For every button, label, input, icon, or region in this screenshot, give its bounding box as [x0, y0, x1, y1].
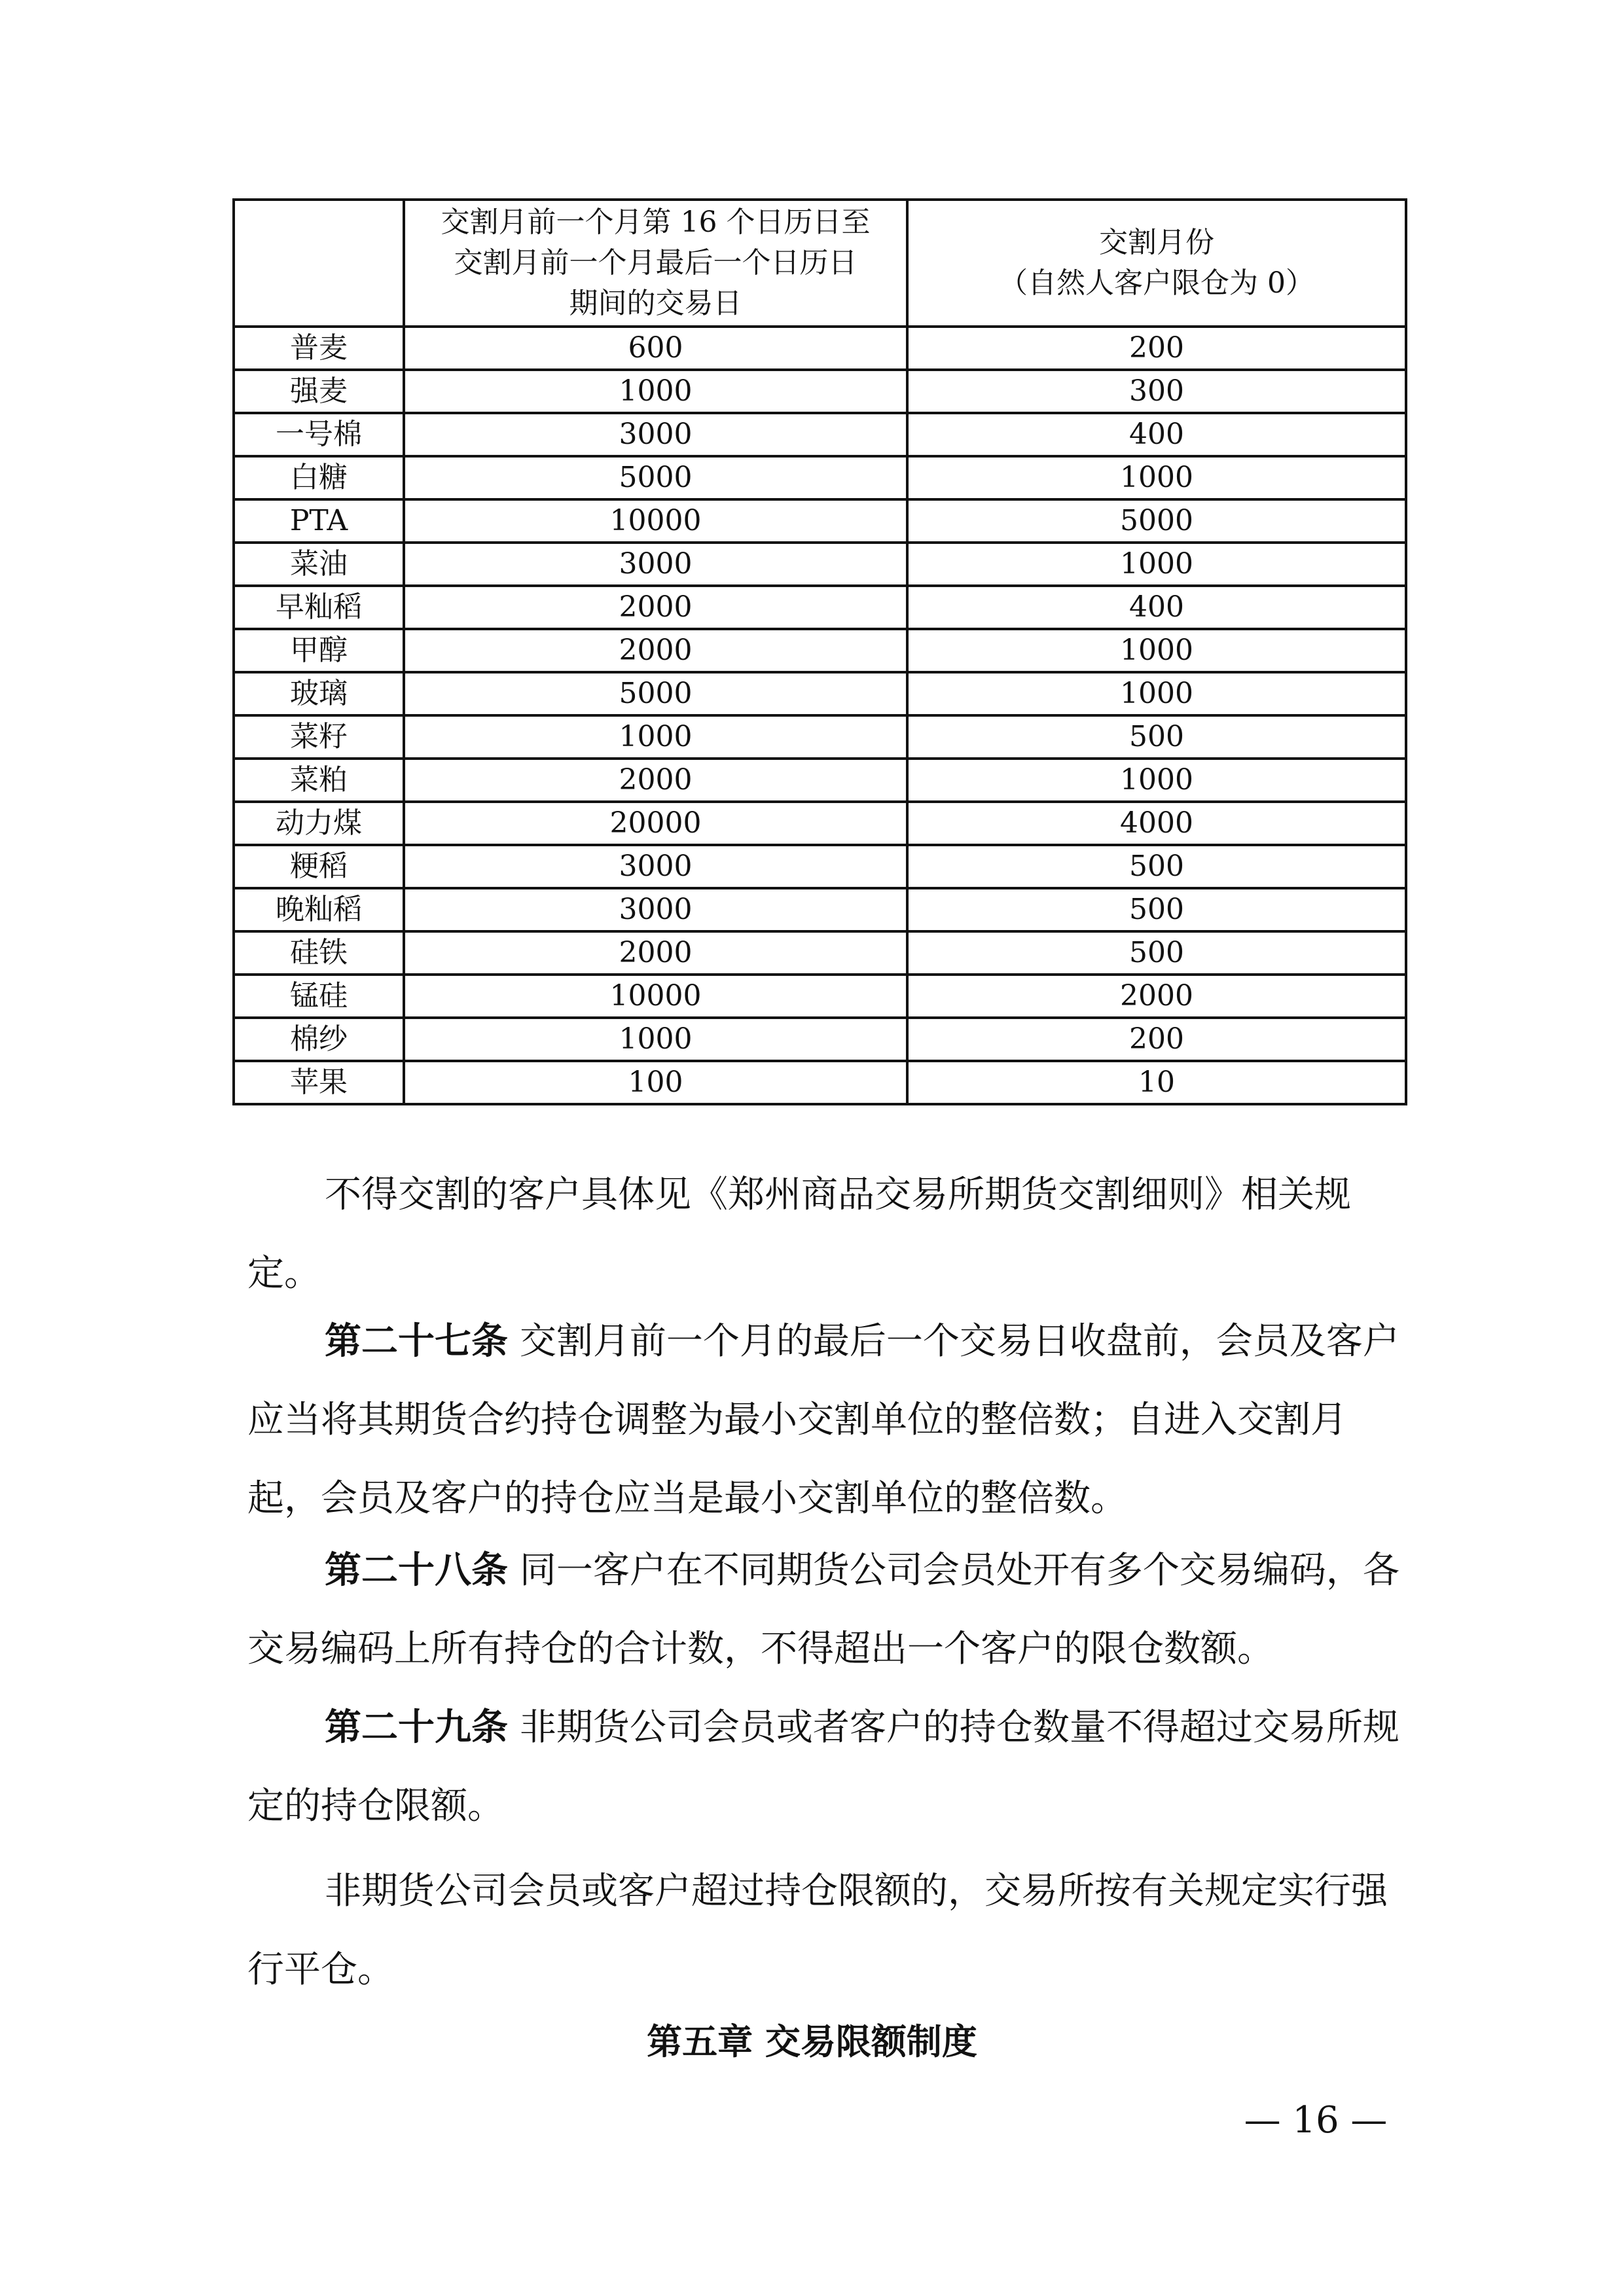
article-number: 第二十八条	[325, 1549, 508, 1592]
paragraph-forced-liquidation	[247, 1852, 1399, 2009]
header-line: 期间的交易日	[569, 287, 742, 320]
cell-pre-delivery-limit: 2000	[404, 629, 907, 672]
cell-delivery-month-limit: 2000	[907, 975, 1406, 1018]
cell-delivery-month-limit: 400	[907, 586, 1406, 629]
cell-pre-delivery-limit: 2000	[404, 759, 907, 802]
cell-pre-delivery-limit: 10000	[404, 975, 907, 1018]
cell-delivery-month-limit: 500	[907, 888, 1406, 931]
header-line: 交割月前一个月最后一个日历日	[454, 246, 857, 279]
table-row	[234, 759, 1406, 802]
paragraph-article-28	[247, 1532, 1399, 1689]
table-body	[234, 327, 1406, 1104]
table-header-row	[234, 200, 1406, 327]
cell-pre-delivery-limit: 10000	[404, 499, 907, 543]
cell-delivery-month-limit: 1000	[907, 672, 1406, 715]
table-row	[234, 1061, 1406, 1104]
cell-delivery-month-limit: 1000	[907, 456, 1406, 499]
cell-product: 菜籽	[234, 715, 404, 759]
table-row	[234, 456, 1406, 499]
position-limit-table	[232, 198, 1407, 1105]
cell-pre-delivery-limit: 100	[404, 1061, 907, 1104]
paragraph-text: 同一客户在不同期货公司会员处开有多个交易编码，各交易编码上所有持仓的合计数，不得超出一个客户的限仓数额。	[247, 1549, 1399, 1670]
header-line: （自然人客户限仓为 0）	[999, 266, 1314, 300]
cell-pre-delivery-limit: 5000	[404, 672, 907, 715]
table-row	[234, 975, 1406, 1018]
cell-delivery-month-limit: 200	[907, 327, 1406, 370]
table-row	[234, 672, 1406, 715]
header-product	[234, 200, 404, 327]
cell-product: 甲醇	[234, 629, 404, 672]
table-row	[234, 543, 1406, 586]
table-row	[234, 931, 1406, 975]
cell-product: 一号棉	[234, 413, 404, 456]
cell-product: 动力煤	[234, 802, 404, 845]
table-row	[234, 413, 1406, 456]
cell-pre-delivery-limit: 20000	[404, 802, 907, 845]
table-row	[234, 499, 1406, 543]
cell-product: 棉纱	[234, 1018, 404, 1061]
cell-product: 晚籼稻	[234, 888, 404, 931]
table-row	[234, 888, 1406, 931]
table-row	[234, 845, 1406, 888]
cell-delivery-month-limit: 200	[907, 1018, 1406, 1061]
cell-pre-delivery-limit: 5000	[404, 456, 907, 499]
header-line: 交割月前一个月第 16 个日历日至	[441, 206, 871, 239]
table-row	[234, 327, 1406, 370]
cell-pre-delivery-limit: 1000	[404, 370, 907, 413]
cell-pre-delivery-limit: 2000	[404, 931, 907, 975]
cell-delivery-month-limit: 1000	[907, 759, 1406, 802]
cell-product: 菜粕	[234, 759, 404, 802]
header-pre-delivery-period	[404, 200, 907, 327]
cell-pre-delivery-limit: 3000	[404, 543, 907, 586]
cell-delivery-month-limit: 400	[907, 413, 1406, 456]
cell-pre-delivery-limit: 600	[404, 327, 907, 370]
cell-delivery-month-limit: 1000	[907, 543, 1406, 586]
cell-product: PTA	[234, 499, 404, 543]
cell-pre-delivery-limit: 3000	[404, 888, 907, 931]
cell-pre-delivery-limit: 1000	[404, 715, 907, 759]
paragraph-article-27	[247, 1302, 1399, 1538]
article-number: 第二十七条	[325, 1320, 508, 1363]
article-number: 第二十九条	[325, 1706, 508, 1749]
paragraph-delivery-note	[247, 1156, 1399, 1313]
paragraph-text: 非期货公司会员或者客户的持仓数量不得超过交易所规定的持仓限额。	[247, 1706, 1399, 1827]
cell-pre-delivery-limit: 3000	[404, 413, 907, 456]
table-row	[234, 586, 1406, 629]
cell-delivery-month-limit: 500	[907, 715, 1406, 759]
cell-delivery-month-limit: 5000	[907, 499, 1406, 543]
cell-pre-delivery-limit: 1000	[404, 1018, 907, 1061]
cell-pre-delivery-limit: 2000	[404, 586, 907, 629]
cell-product: 粳稻	[234, 845, 404, 888]
table-row	[234, 715, 1406, 759]
cell-delivery-month-limit: 1000	[907, 629, 1406, 672]
cell-delivery-month-limit: 4000	[907, 802, 1406, 845]
paragraph-text: 交割月前一个月的最后一个交易日收盘前，会员及客户应当将其期货合约持仓调整为最小交割单位的整倍数；自进入交割月起，会员及客户的持仓应当是最小交割单位的整倍数。	[247, 1320, 1399, 1520]
cell-delivery-month-limit: 500	[907, 845, 1406, 888]
cell-product: 菜油	[234, 543, 404, 586]
table-row	[234, 1018, 1406, 1061]
table-row	[234, 629, 1406, 672]
paragraph-article-29	[247, 1689, 1399, 1846]
table-row	[234, 370, 1406, 413]
paragraph-text: 不得交割的客户具体见《郑州商品交易所期货交割细则》相关规定。	[247, 1174, 1351, 1295]
cell-product: 玻璃	[234, 672, 404, 715]
cell-product: 强麦	[234, 370, 404, 413]
cell-product: 普麦	[234, 327, 404, 370]
cell-delivery-month-limit: 10	[907, 1061, 1406, 1104]
page-number: — 16 —	[1244, 2099, 1388, 2142]
cell-product: 硅铁	[234, 931, 404, 975]
cell-delivery-month-limit: 300	[907, 370, 1406, 413]
header-delivery-month	[907, 200, 1406, 327]
table-row	[234, 802, 1406, 845]
paragraph-text: 非期货公司会员或客户超过持仓限额的，交易所按有关规定实行强行平仓。	[247, 1870, 1388, 1991]
cell-product: 苹果	[234, 1061, 404, 1104]
cell-product: 早籼稻	[234, 586, 404, 629]
cell-product: 锰硅	[234, 975, 404, 1018]
header-line: 交割月份	[1099, 226, 1214, 259]
cell-delivery-month-limit: 500	[907, 931, 1406, 975]
cell-pre-delivery-limit: 3000	[404, 845, 907, 888]
chapter-heading: 第五章 交易限额制度	[647, 2021, 977, 2062]
cell-product: 白糖	[234, 456, 404, 499]
